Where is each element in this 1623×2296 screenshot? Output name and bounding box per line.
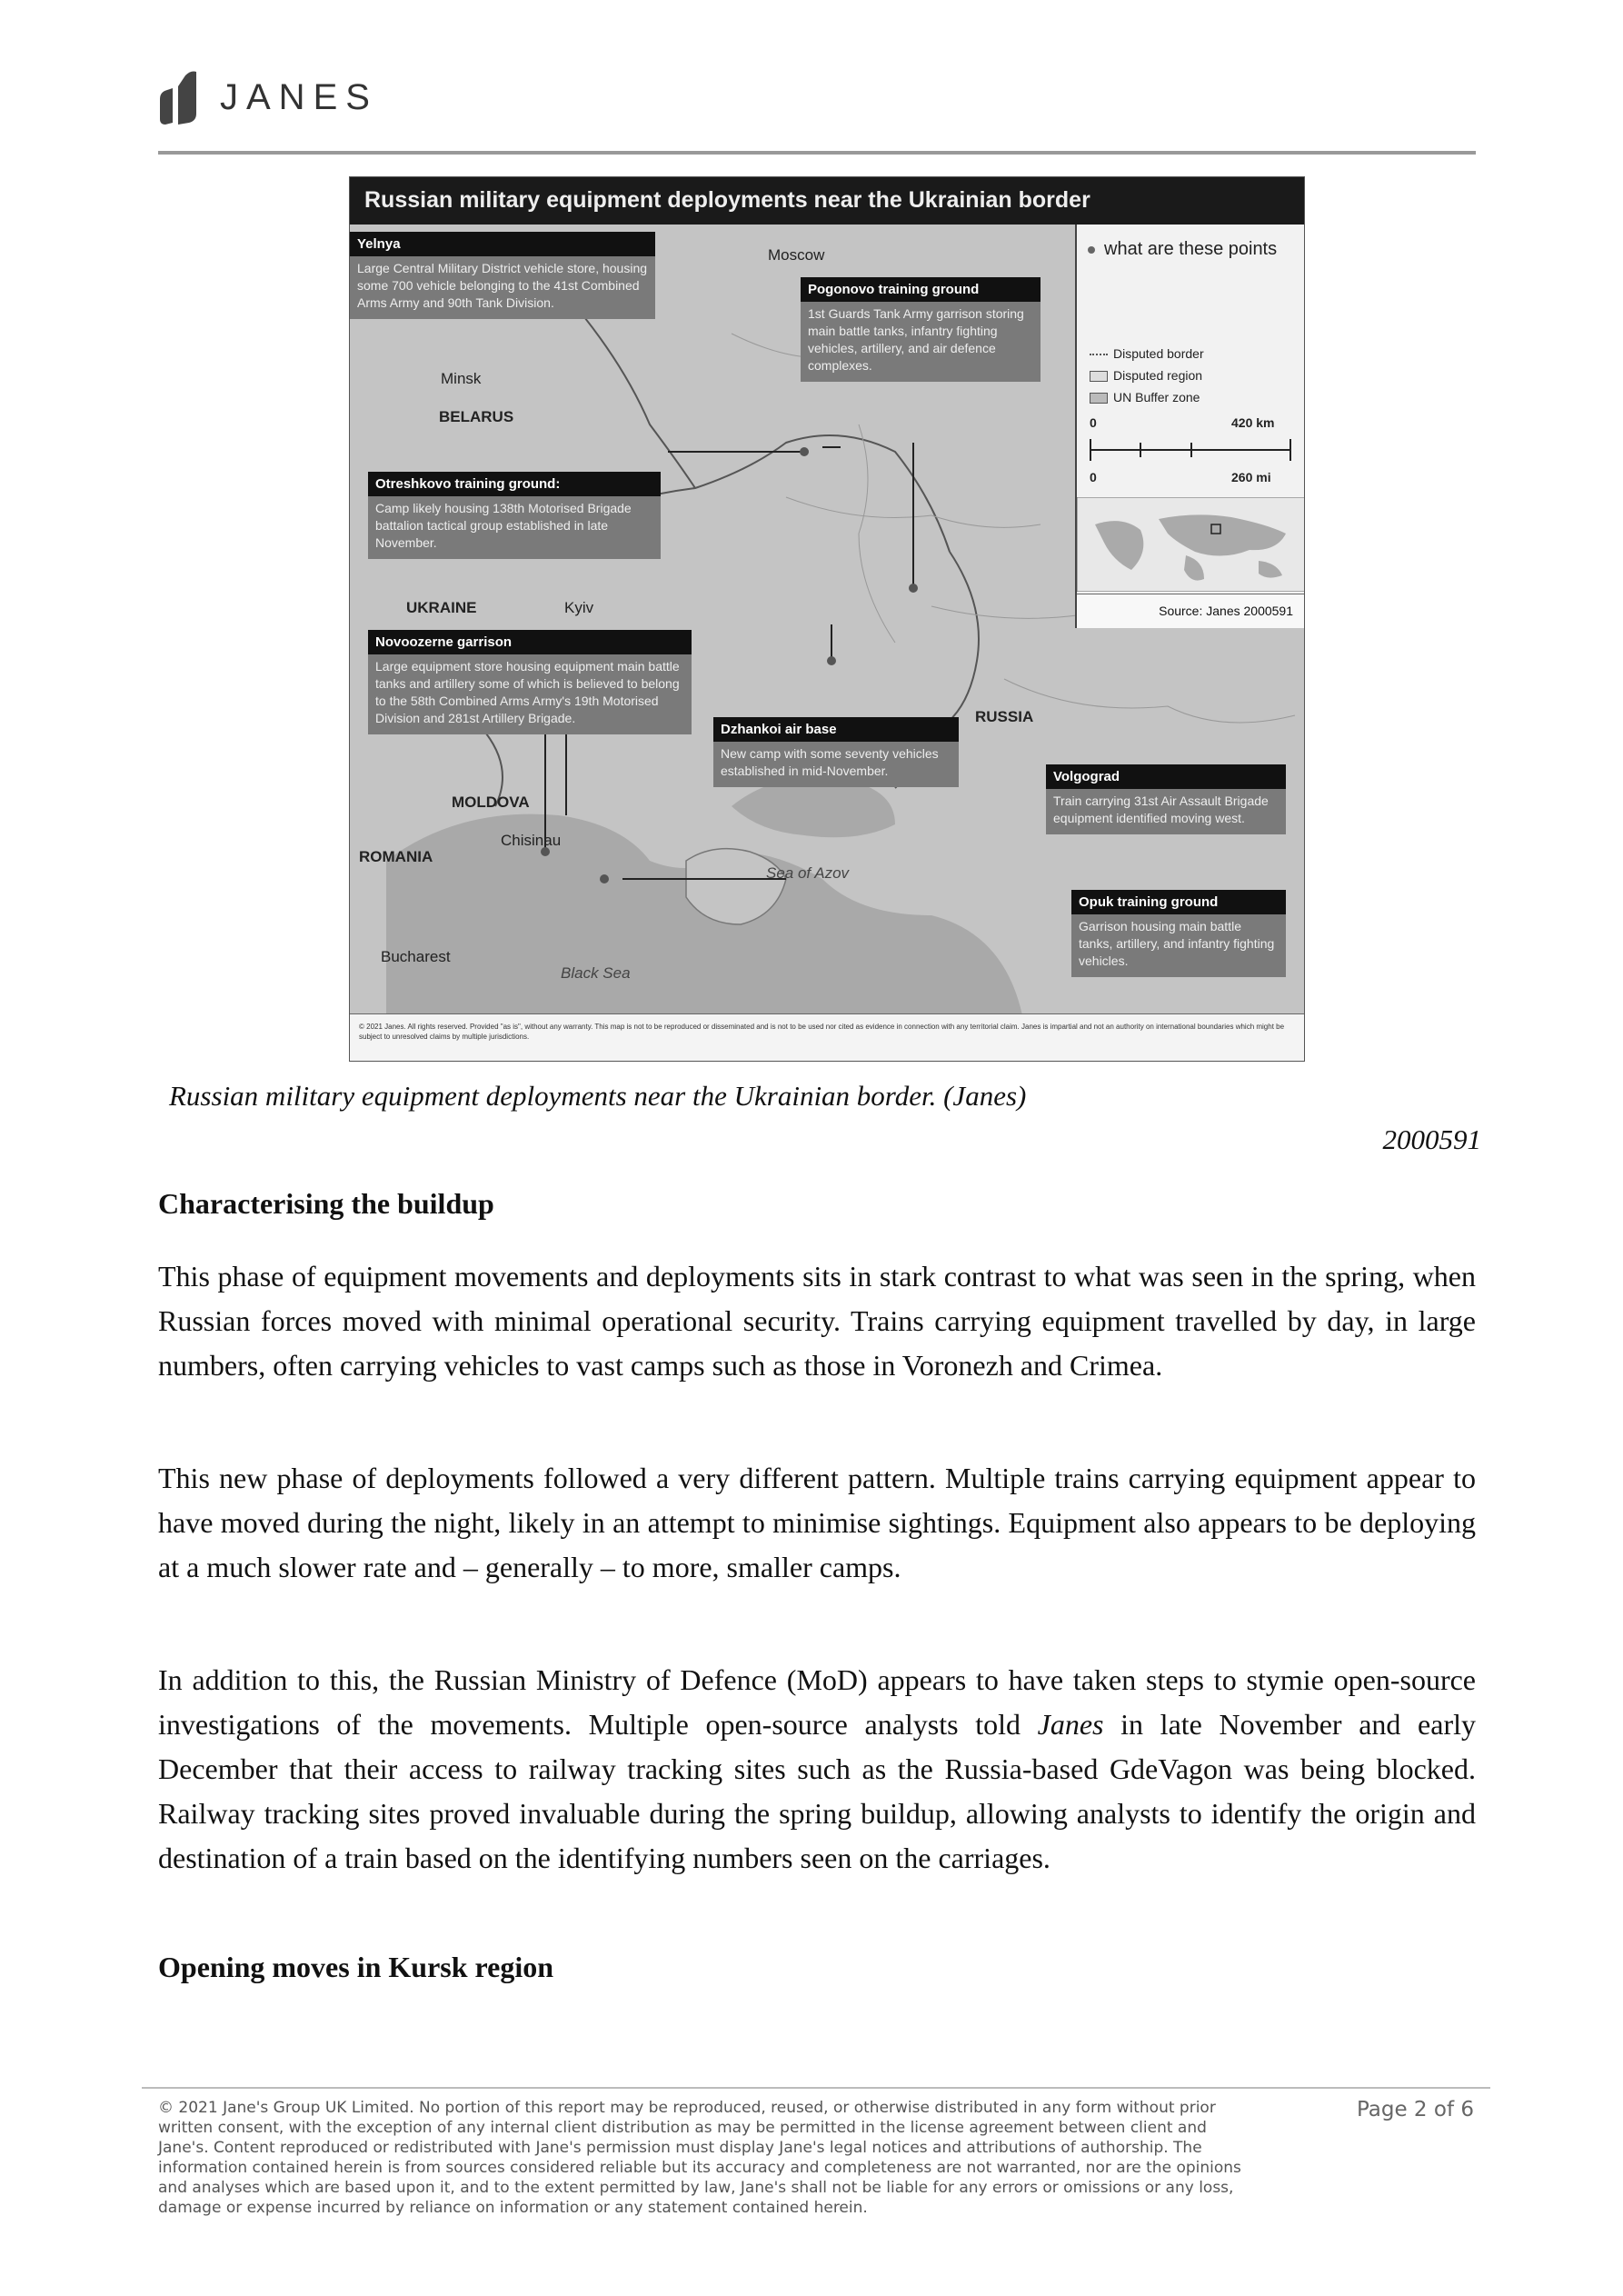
callout-dzhankoi	[713, 717, 959, 787]
section-heading: Characterising the buildup	[158, 1187, 494, 1220]
scale-km: 420 km	[1231, 415, 1275, 430]
section-heading: Opening moves in Kursk region	[158, 1951, 554, 1983]
map-title: Russian military equipment deployments near the Ukrainian border	[350, 177, 1304, 225]
paragraph	[158, 1658, 1476, 1881]
callout-opuk	[1071, 890, 1286, 977]
callout-title: Dzhankoi air base	[713, 717, 959, 742]
brand-name: JANES	[220, 76, 378, 117]
callout-otreshkovo	[368, 472, 661, 559]
map-footnote: © 2021 Janes. All rights reserved. Provided "as is", without any warranty. This map is not to be reproduced or disseminated and is not to be used nor cited as evidence in connection with any territorial claim. Janes is impartial and not an authority on international boundaries which might be subject to unresolved claims by multiple jurisdictions.	[350, 1013, 1304, 1061]
paragraph: This phase of equipment movements and deployments sits in stark contrast to what was seen in the spring, when Russian forces moved with minimal operational security. Trains carrying equipment travelled by day, in large numbers, often carrying vehicles to vast camps such as those in Voronezh and Crimea.	[158, 1260, 1476, 1382]
legend-disputed-region	[1090, 368, 1202, 383]
page-number: Page 2 of 6	[1356, 2098, 1474, 2121]
janes-logo-icon	[158, 68, 200, 126]
legend-buffer-zone	[1090, 390, 1200, 404]
scale-mi-zero: 0	[1090, 470, 1097, 484]
legend-points: what are these points	[1104, 239, 1278, 259]
deployment-map	[349, 176, 1305, 1062]
paragraph-text: in late November and early December that their access to railway tracking sites such as the Russia-based GdeVagon was being blocked. Railway tracking sites proved invaluable during the spring buildup, allowing analysts to identify the origin and destination of a train based on the identifying numbers seen on the carriages.	[158, 1708, 1476, 1874]
dotted-line-icon	[1090, 354, 1108, 355]
scale-mi: 260 mi	[1231, 470, 1271, 484]
place-chisinau: Chisinau	[501, 832, 562, 849]
place-moldova: MOLDOVA	[452, 794, 530, 811]
legend-label: Disputed border	[1113, 346, 1204, 361]
callout-body: New camp with some seventy vehicles established in mid-November.	[721, 746, 939, 778]
publication-name: Janes	[1037, 1708, 1104, 1741]
hatched-area-icon	[1090, 371, 1108, 382]
map-source: Source: Janes 2000591	[1077, 594, 1305, 628]
callout-body: Camp likely housing 138th Motorised Brigade battalion tactical group established in late November.	[375, 501, 632, 550]
footer-legal: © 2021 Jane's Group UK Limited. No portion of this report may be reproduced, reused, or otherwise distributed in any form without prior written consent, with the exception of any internal client distribution as may be permitted in the license agreement between client and Jane's. Content reproduced or redistributed with Jane's permission must display Jane's legal notices and attributions of authorship. The information contained herein is from sources considered reliable but its accuracy and completeness are not warranted, nor are the opinions and analyses which are based upon it, and to the extent permitted by law, Jane's shall not be liable for any errors or omissions or any loss, damage or expense incurred by reliance on information or any statement contained herein.	[158, 2099, 1241, 2217]
callout-title: Volgograd	[1046, 764, 1286, 789]
callout-title: Opuk training ground	[1071, 890, 1286, 914]
buffer-zone-icon	[1090, 393, 1108, 404]
callout-body: Garrison housing main battle tanks, artillery, and infantry fighting vehicles.	[1079, 919, 1275, 968]
callout-body: Train carrying 31st Air Assault Brigade equipment identified moving west.	[1053, 794, 1269, 825]
callout-body: 1st Guards Tank Army garrison storing main battle tanks, infantry fighting vehicles, artillery, and air defence complexes.	[808, 306, 1024, 373]
callout-volgograd	[1046, 764, 1286, 834]
map-legend	[1075, 225, 1305, 628]
callout-title: Novoozerne garrison	[368, 630, 692, 654]
callout-title: Pogonovo training ground	[801, 277, 1041, 302]
callout-novoozerne	[368, 630, 692, 734]
paragraph: This new phase of deployments followed a very different pattern. Multiple trains carrying equipment appear to have moved during the night, likely in an attempt to minimise sightings. Equipment also appears to be deploying at a much slower rate and – generally – to more, smaller camps.	[158, 1462, 1476, 1583]
header-divider	[158, 151, 1476, 155]
figure-id: 2000591	[1382, 1123, 1481, 1155]
place-sea-of-azov: Sea of Azov	[766, 864, 850, 882]
legend-label: UN Buffer zone	[1113, 390, 1200, 404]
place-moscow: Moscow	[768, 246, 825, 264]
point-marker-icon	[1088, 246, 1095, 254]
callout-yelnya	[350, 232, 655, 319]
callout-body: Large equipment store housing equipment main battle tanks and artillery some of which is believed to belong to the 58th Combined Arms Army's 19th Motorised Division and 281st Artillery Brigade.	[375, 659, 680, 725]
legend-label: Disputed region	[1113, 368, 1203, 383]
figure-caption: Russian military equipment deployments near the Ukrainian border. (Janes)	[169, 1080, 1027, 1112]
callout-pogonovo	[801, 277, 1041, 382]
place-belarus: BELARUS	[439, 408, 514, 425]
place-kyiv: Kyiv	[564, 599, 594, 616]
legend-disputed-border	[1090, 346, 1204, 361]
place-romania: ROMANIA	[359, 848, 433, 865]
place-ukraine: UKRAINE	[406, 599, 477, 616]
place-black-sea: Black Sea	[561, 964, 631, 982]
place-russia: RUSSIA	[975, 708, 1034, 725]
scale-bar-icon	[1090, 437, 1295, 464]
scale-km-zero: 0	[1090, 415, 1097, 430]
footer-divider	[142, 2087, 1490, 2089]
callout-title: Yelnya	[350, 232, 655, 256]
page-header	[158, 65, 378, 129]
world-inset-icon	[1077, 497, 1305, 592]
place-bucharest: Bucharest	[381, 948, 451, 965]
callout-title: Otreshkovo training ground:	[368, 472, 661, 496]
callout-body: Large Central Military District vehicle store, housing some 700 vehicle belonging to the 41st Combined Arms Army and 90th Tank Division.	[357, 261, 648, 310]
paragraph-text: In addition to this, the Russian Ministry of Defence (MoD) appears to have taken steps to stymie open-source investigations of the movements. Multiple open-source analysts told	[158, 1663, 1476, 1741]
place-minsk: Minsk	[441, 370, 482, 387]
